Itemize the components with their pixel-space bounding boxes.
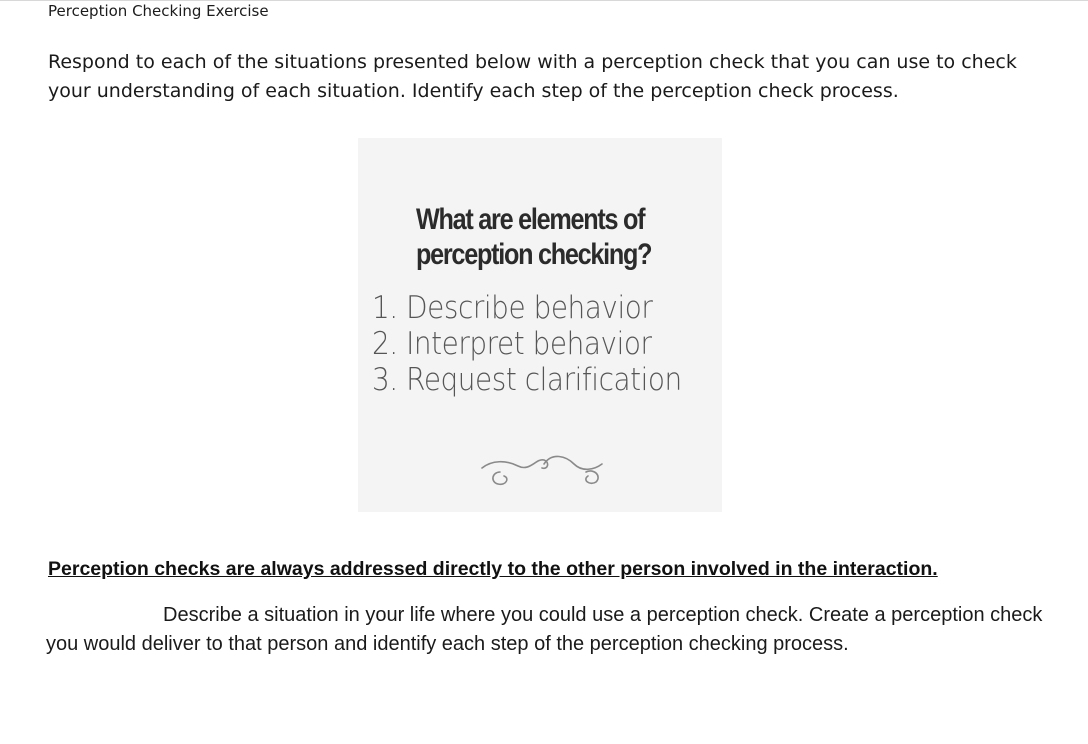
callout-note: Perception checks are always addressed directly to the other person involved in the interaction. <box>48 558 938 580</box>
intro-paragraph: Respond to each of the situations presented below with a perception check that you can use to check your understanding of each situation. Identify each step of the perception check process. <box>48 51 1017 102</box>
figure-step-1: 1. Describe behavior <box>372 290 653 326</box>
figure-title-line-2: perception checking? <box>416 238 652 271</box>
document-header: Perception Checking Exercise <box>48 2 269 20</box>
figure-steps-list <box>372 290 682 398</box>
figure-title <box>416 202 651 272</box>
exercise-prompt: Describe a situation in your life where you could use a perception check. Create a perception check you would deliver to that person and identify each step of the perception checking process. <box>46 604 1043 655</box>
figure-step-3: 3. Request clarification <box>372 362 682 398</box>
figure-title-line-1: What are elements of <box>416 203 645 236</box>
perception-checking-figure <box>358 138 722 512</box>
header-rule <box>0 0 1088 1</box>
figure-step-2: 2. Interpret behavior <box>372 326 652 362</box>
flourish-ornament-icon <box>478 438 608 498</box>
